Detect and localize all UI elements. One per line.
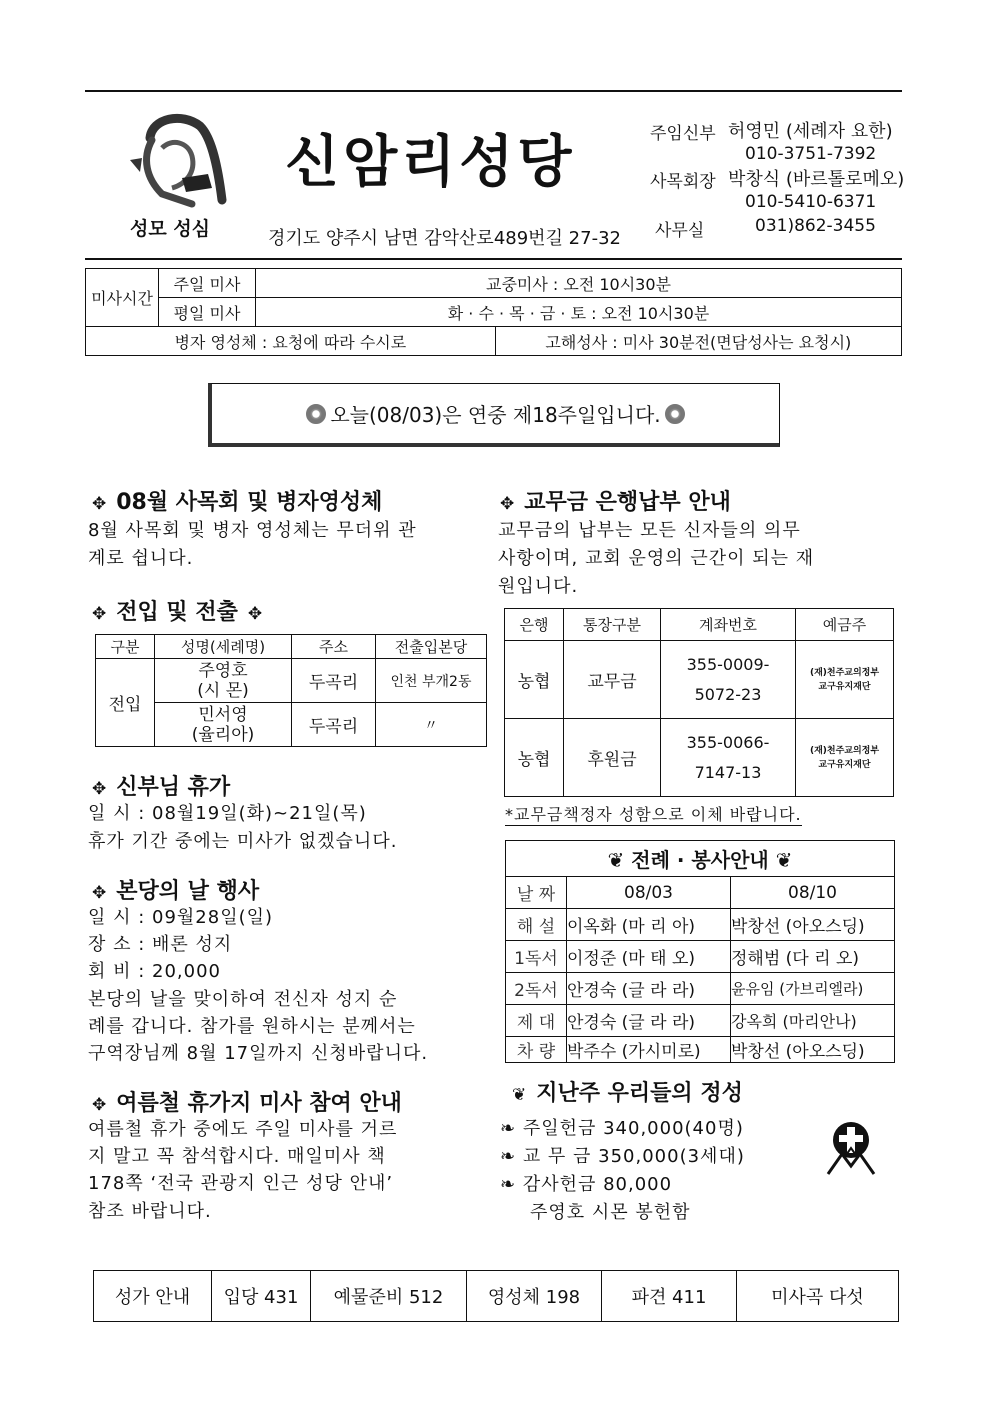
office-phone: 031)862-3455 [755, 216, 876, 236]
section-heading: ✥ 신부님 휴가 [92, 775, 231, 800]
today-banner [208, 383, 780, 447]
paragraph-line: 교무금의 납부는 모든 신자들의 의무 [498, 520, 801, 541]
account-number: 355-0066- 7147-13 [661, 719, 796, 797]
diamond-bullet-icon: ✥ [92, 883, 107, 903]
table-cell: 교무금 [564, 641, 661, 719]
account-number: 355-0009- 5072-23 [661, 641, 796, 719]
offering-item: ❧ 교 무 금 350,000(3세대) [500, 1146, 745, 1167]
paragraph-line: 례를 갑니다. 참가를 원하시는 분께서는 [88, 1016, 416, 1037]
top-rule [85, 90, 902, 92]
hymn-offertory: 예물준비 512 [311, 1271, 467, 1322]
leaf-icon: ❦ [607, 848, 632, 872]
server-name: 안경숙 (글 라 라) [567, 1005, 731, 1037]
account-owner: (재)천주교의정부 교구유지재단 [796, 719, 894, 797]
confession: 고해성사 : 미사 30분전(면담성사는 요청시) [495, 327, 901, 356]
table-cell: 인천 부개2동 [376, 659, 487, 703]
mass-label: 미사시간 [86, 269, 159, 327]
server-name: 안경숙 (글 라 라) [567, 973, 731, 1005]
table-cell: 두곡리 [292, 659, 376, 703]
paragraph-line: 여름철 휴가 중에도 주일 미사를 거르 [88, 1119, 398, 1140]
sacred-heart-logo-icon [122, 108, 234, 212]
server-name: 이옥화 (마 리 아) [567, 909, 731, 941]
diamond-bullet-icon: ✥ [92, 779, 107, 799]
paragraph-line: 일 시 : 09월28일(일) [88, 907, 274, 928]
table-header: 예금주 [796, 609, 894, 641]
leaf-bullet-icon: ❧ [500, 1146, 523, 1167]
today-text: 오늘(08/03)은 연중 제18주일입니다. [330, 403, 661, 427]
server-name: 강옥희 (마리안나) [731, 1005, 895, 1037]
leaf-bullet-icon: ❧ [500, 1174, 523, 1195]
table-header: 전출입본당 [376, 635, 487, 659]
pastor-name: 허영민 (세례자 요한) [728, 121, 893, 142]
table-cell: 후원금 [564, 719, 661, 797]
date-label: 날 짜 [506, 877, 567, 909]
diamond-bullet-icon: ✥ [247, 604, 263, 624]
paragraph-line: 장 소 : 배론 성지 [88, 934, 233, 955]
section-heading: ✥ 전입 및 전출 ✥ [92, 600, 263, 625]
weekday-mass-time: 화 · 수 · 목 · 금 · 토 : 오전 10시30분 [256, 298, 902, 327]
hymn-table [93, 1270, 899, 1322]
liturgy-heading: ❦ 전례 · 봉사안내 ❦ [506, 841, 895, 877]
diamond-bullet-icon: ✥ [92, 604, 107, 624]
paragraph-line: 일 시 : 08월19일(화)~21일(목) [88, 803, 367, 824]
diamond-bullet-icon: ✥ [92, 494, 107, 514]
table-cell: 농협 [505, 641, 564, 719]
hymn-dismissal: 파견 411 [602, 1271, 737, 1322]
server-name: 박창선 (아오스딩) [731, 1037, 895, 1063]
pastor-label: 주임신부 [650, 124, 716, 144]
account-owner: (재)천주교의정부 교구유지재단 [796, 641, 894, 719]
role-label: 2독서 [506, 973, 567, 1005]
offering-item: ❧ 감사헌금 80,000 [500, 1174, 673, 1195]
hymn-entrance: 입당 431 [212, 1271, 311, 1322]
leaf-bullet-icon: ❧ [500, 1118, 523, 1139]
paragraph-line: 사항이며, 교회 운영의 근간이 되는 재 [498, 548, 815, 569]
table-header: 통장구분 [564, 609, 661, 641]
paragraph-line: 원입니다. [498, 576, 579, 597]
praying-cross-icon [822, 1118, 880, 1176]
leaf-icon: ❦ [512, 1085, 527, 1105]
table-header: 성명(세례명) [155, 635, 292, 659]
weekday-mass-label: 평일 미사 [159, 298, 256, 327]
paragraph-line: 8월 사목회 및 병자 영성체는 무더위 관 [88, 520, 417, 541]
table-header: 주소 [292, 635, 376, 659]
sick-communion: 병자 영성체 : 요청에 따라 수시로 [86, 327, 496, 356]
diamond-bullet-icon: ✥ [92, 1095, 107, 1115]
table-header: 구분 [96, 635, 155, 659]
offering-item: 주영호 시몬 봉헌함 [530, 1202, 691, 1223]
council-name: 박창식 (바르톨로메오) [728, 169, 905, 190]
liturgy-table [505, 840, 895, 1063]
paragraph-line: 지 말고 꼭 참석합시다. 매일미사 책 [88, 1146, 386, 1167]
section-heading: ✥ 본당의 날 행사 [92, 879, 260, 904]
table-cell: 농협 [505, 719, 564, 797]
paragraph-line: 구역장님께 8월 17일까지 신청바랍니다. [88, 1043, 429, 1064]
ornament-icon [665, 404, 685, 424]
sunday-mass-time: 교중미사 : 오전 10시30분 [256, 269, 902, 298]
bank-note: *교무금책정자 성함으로 이체 바랍니다. [505, 802, 802, 826]
hymn-communion: 영성체 198 [467, 1271, 602, 1322]
mass-time-table [85, 268, 902, 356]
role-label: 제 대 [506, 1005, 567, 1037]
table-cell: 민서영 (율리아) [155, 703, 292, 747]
church-address: 경기도 양주시 남면 감악산로489번길 27-32 [268, 228, 621, 249]
server-name: 정해범 (다 리 오) [731, 941, 895, 973]
table-cell: 주영호 (시 몬) [155, 659, 292, 703]
ornament-icon [306, 404, 326, 424]
table-header: 은행 [505, 609, 564, 641]
diamond-bullet-icon: ✥ [500, 494, 515, 514]
section-heading: ✥ 교무금 은행납부 안내 [500, 490, 731, 515]
logo-caption: 성모 성심 [130, 218, 211, 240]
section-heading: ✥ 08월 사목회 및 병자영성체 [92, 490, 383, 515]
transfer-kind: 전입 [96, 659, 155, 747]
hymn-ordinary: 미사곡 다섯 [737, 1271, 899, 1322]
paragraph-line: 본당의 날을 맞이하여 전신자 성지 순 [88, 989, 398, 1010]
server-name: 이정준 (마 태 오) [567, 941, 731, 973]
table-cell: 〃 [376, 703, 487, 747]
offering-item: ❧ 주일헌금 340,000(40명) [500, 1118, 744, 1139]
council-phone: 010-5410-6371 [745, 192, 877, 212]
hymn-label: 성가 안내 [94, 1271, 212, 1322]
paragraph-line: 회 비 : 20,000 [88, 961, 221, 982]
date-2: 08/10 [731, 877, 895, 909]
role-label: 해 설 [506, 909, 567, 941]
section-heading: ✥ 여름철 휴가지 미사 참여 안내 [92, 1091, 402, 1116]
table-cell: 두곡리 [292, 703, 376, 747]
paragraph-line: 휴가 기간 중에는 미사가 없겠습니다. [88, 831, 398, 852]
paragraph-line: 참조 바랍니다. [88, 1201, 212, 1222]
paragraph-line: 178쪽 ‘전국 관광지 인근 성당 안내’ [88, 1173, 394, 1194]
date-1: 08/03 [567, 877, 731, 909]
role-label: 1독서 [506, 941, 567, 973]
table-header: 계좌번호 [661, 609, 796, 641]
pastor-phone: 010-3751-7392 [745, 144, 877, 164]
council-label: 사목회장 [650, 172, 716, 192]
header-bottom-rule [85, 258, 902, 260]
section-heading: ❦ 지난주 우리들의 정성 [512, 1081, 743, 1106]
paragraph-line: 계로 쉽니다. [88, 548, 194, 569]
server-name: 박주수 (가시미로) [567, 1037, 731, 1063]
transfer-table [95, 634, 487, 747]
office-label: 사무실 [655, 221, 705, 241]
server-name: 박창선 (아오스딩) [731, 909, 895, 941]
bank-table [504, 608, 894, 797]
server-name: 윤유임 (가브리엘라) [731, 973, 895, 1005]
role-label: 차 량 [506, 1037, 567, 1063]
sunday-mass-label: 주일 미사 [159, 269, 256, 298]
leaf-icon: ❦ [768, 848, 793, 872]
church-title: 신암리성당 [285, 130, 576, 195]
